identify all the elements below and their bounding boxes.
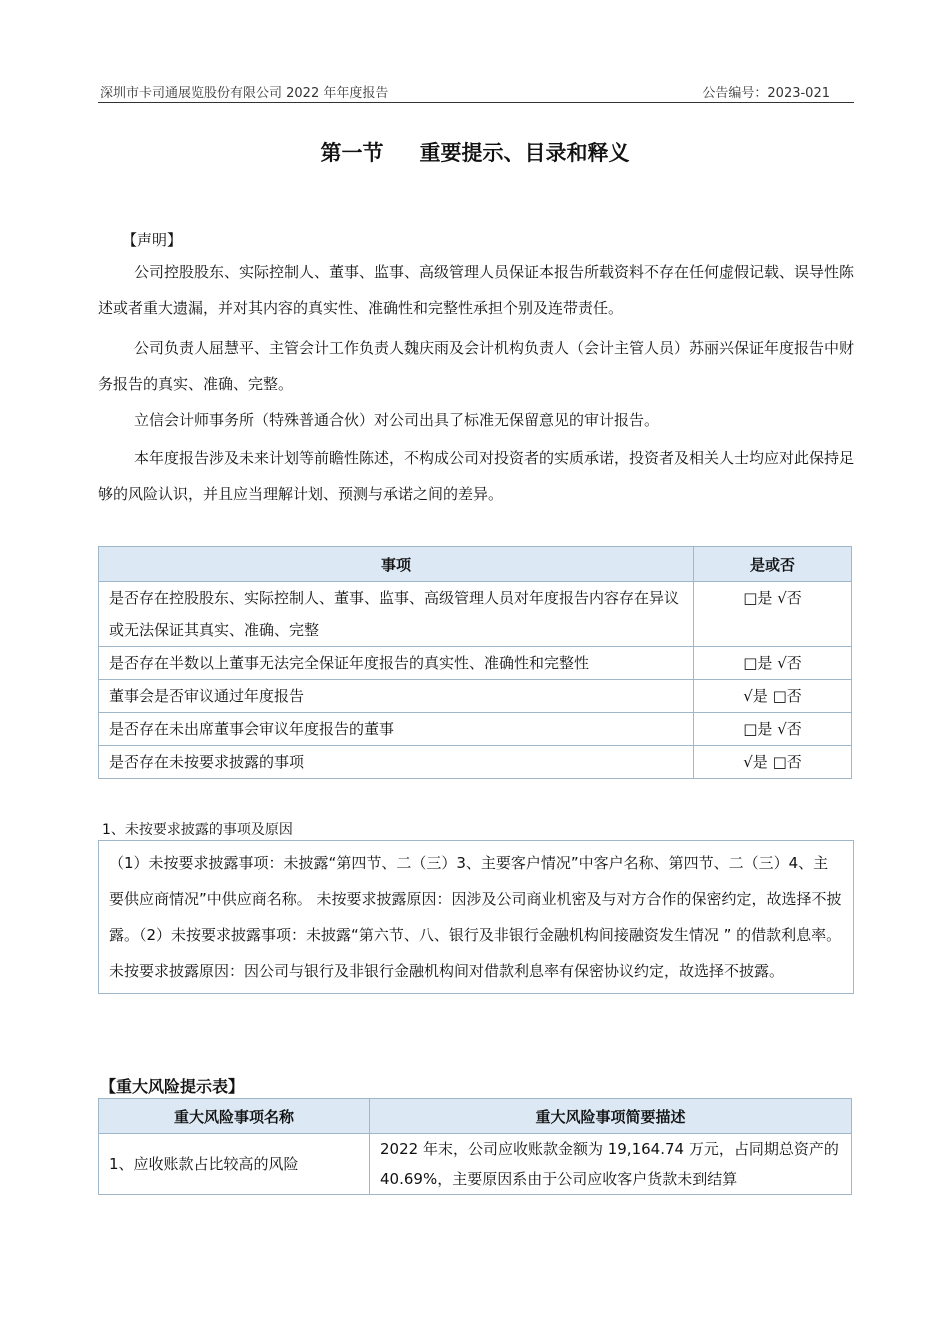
matter-answer: √是 □否 [694,746,852,779]
matters-table [98,546,852,779]
statement-paragraph-2: 公司负责人屈慧平、主管会计工作负责人魏庆雨及会计机构负责人（会计主管人员）苏丽兴保证年度报告中财务报告的真实、准确、完整。 [98,339,855,393]
matter-answer: □是 √否 [694,647,852,680]
matter-answer: √是 □否 [694,680,852,713]
matter-answer: □是 √否 [694,713,852,746]
section-number: 第一节 [320,141,384,165]
column-header-item: 事项 [99,547,694,582]
matter-item: 是否存在未按要求披露的事项 [99,746,694,779]
matter-answer: □是 √否 [694,582,852,647]
risk-name: 1、应收账款占比较高的风险 [99,1134,370,1195]
table-row [99,582,852,647]
report-title: 深圳市卡司通展览股份有限公司 2022 年年度报告 [100,86,389,101]
table-header-row [99,547,852,582]
risk-table [98,1098,852,1195]
undisclosed-explanation: （1）未按要求披露事项：未披露“第四节、二（三）3、主要客户情况”中客户名称、第四节、二（三）4、主要供应商情况”中供应商名称。 未按要求披露原因：因涉及公司商业机密及与对方合作的保密约定，故选择不披露。（2）未按要求披露事项：未披露“第六节、八、银行及非银行金融机构间接融资发生情况 ” 的借款利息率。 未按要求披露原因：因公司与银行及非银行金融机构间对借款利息率有保密协议约定，故选择不披露。 [98,840,854,994]
risk-description: 2022 年末，公司应收账款金额为 19,164.74 万元，占同期总资产的 40.69%，主要原因系由于公司应收客户货款未到结算 [370,1134,852,1195]
table-row [99,713,852,746]
statement-paragraph-4: 本年度报告涉及未来计划等前瞻性陈述，不构成公司对投资者的实质承诺，投资者及相关人士均应对此保持足够的风险认识，并且应当理解计划、预测与承诺之间的差异。 [98,449,855,503]
page-header [98,80,854,103]
matter-item: 董事会是否审议通过年度报告 [99,680,694,713]
statement-paragraph-1: 公司控股股东、实际控制人、董事、监事、高级管理人员保证本报告所载资料不存在任何虚假记载、误导性陈述或者重大遗漏，并对其内容的真实性、准确性和完整性承担个别及连带责任。 [98,263,855,317]
risk-table-heading: 【重大风险提示表】 [100,1077,245,1096]
matter-item: 是否存在未出席董事会审议年度报告的董事 [99,713,694,746]
column-header-answer: 是或否 [694,547,852,582]
column-header-risk-name: 重大风险事项名称 [99,1099,370,1134]
section-name: 重要提示、目录和释义 [419,141,630,165]
column-header-risk-desc: 重大风险事项简要描述 [370,1099,852,1134]
table-row [99,647,852,680]
table-row [99,1134,852,1195]
table-header-row [99,1099,852,1134]
statement-paragraph-3: 立信会计师事务所（特殊普通合伙）对公司出具了标准无保留意见的审计报告。 [134,411,660,429]
undisclosed-heading: 1、未按要求披露的事项及原因 [102,822,293,838]
matter-item: 是否存在半数以上董事无法完全保证年度报告的真实性、准确性和完整性 [99,647,694,680]
announcement-number: 公告编号：2023-021 [702,86,830,101]
table-row [99,746,852,779]
matter-item: 是否存在控股股东、实际控制人、董事、监事、高级管理人员对年度报告内容存在异议或无法保证其真实、准确、完整 [99,582,694,647]
section-title [0,137,950,167]
statement-heading: 【声明】 [122,231,183,249]
table-row [99,680,852,713]
